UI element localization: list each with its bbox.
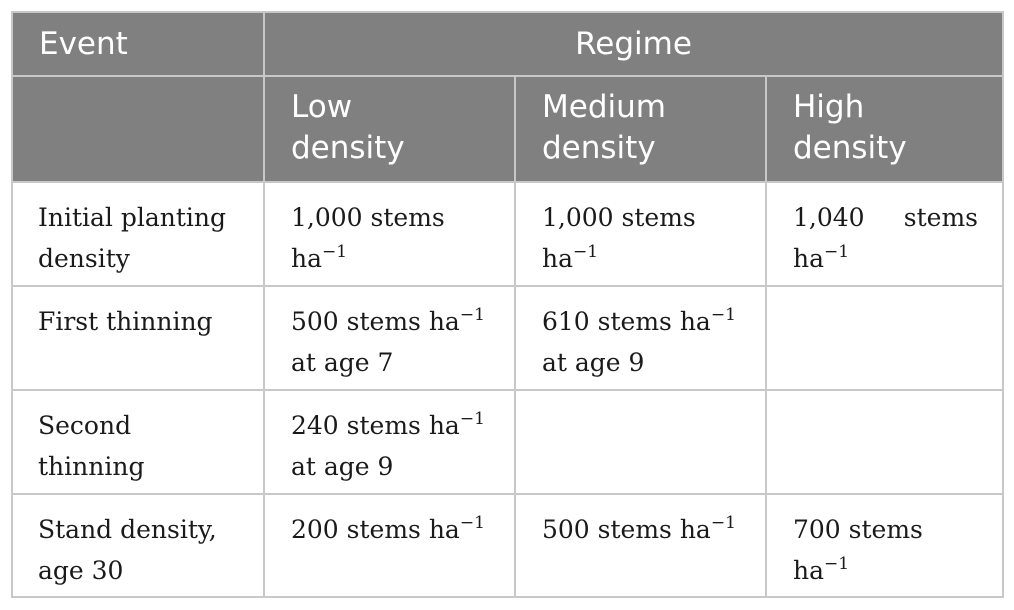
high-density-cell — [766, 286, 1003, 390]
low-density-cell: 500 stems $ha^{-1}$ at age 7 — [264, 286, 515, 390]
low-density-cell: 1,000 stems $ha^{-1}$ — [264, 182, 515, 286]
table-row — [12, 390, 1003, 494]
high-density-cell — [766, 390, 1003, 494]
header-medium-density: Medium density — [515, 76, 766, 182]
medium-density-cell: 610 stems $ha^{-1}$ at age 9 — [515, 286, 766, 390]
low-density-cell: 240 stems $ha^{-1}$ at age 9 — [264, 390, 515, 494]
table-row — [12, 494, 1003, 597]
event-cell: Second thinning — [12, 390, 264, 494]
header-row-top — [12, 12, 1003, 76]
high-density-cell: 1,040 stems $ha^{-1}$ — [766, 182, 1003, 286]
header-high-density: High density — [766, 76, 1003, 182]
header-blank — [12, 76, 264, 182]
low-density-cell: 200 stems $ha^{-1}$ — [264, 494, 515, 597]
table-row — [12, 182, 1003, 286]
header-low-density: Low density — [264, 76, 515, 182]
medium-density-cell — [515, 390, 766, 494]
header-event: Event — [12, 12, 264, 76]
high-density-cell: 700 stems $ha^{-1}$ — [766, 494, 1003, 597]
event-cell: Stand density, age 30 — [12, 494, 264, 597]
table-row — [12, 286, 1003, 390]
event-cell: First thinning — [12, 286, 264, 390]
header-regime: Regime — [264, 12, 1003, 76]
regime-table — [11, 11, 1004, 598]
medium-density-cell: 500 stems $ha^{-1}$ — [515, 494, 766, 597]
header-row-sub — [12, 76, 1003, 182]
event-cell: Initial planting density — [12, 182, 264, 286]
medium-density-cell: 1,000 stems $ha^{-1}$ — [515, 182, 766, 286]
